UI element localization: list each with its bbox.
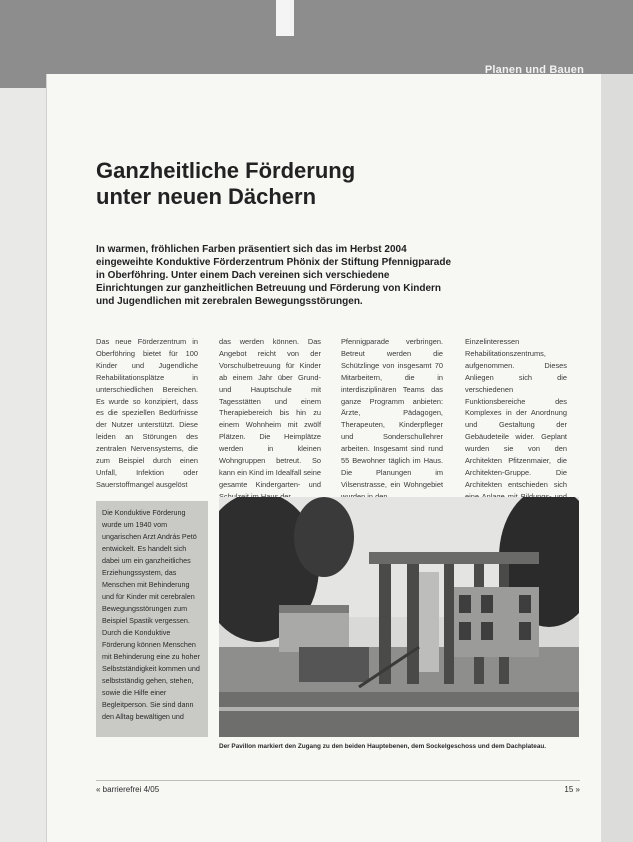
scan-artifact: [276, 0, 294, 36]
page-edge-shadow: [601, 74, 633, 842]
article-lead: In warmen, fröhlichen Farben präsentiert sich das im Herbst 2004 eingeweihte Konduktive Förderzentrum Phönix der Stiftung Pfennigparade in Oberföhring. Unter einem Dach vereinen sich verschiedene Einrichtungen zur ganzheitlichen Betreuung und Förderung von Kindern und Jugendlichen mit zerebralen Bewegungsstörungen.: [96, 244, 452, 307]
building-photo: [219, 497, 579, 737]
photo-caption: Der Pavillon markiert den Zugang zu den beiden Hauptebenen, dem Sockelgeschoss und dem Dachplateau.: [219, 743, 547, 750]
body-column-3: Pfennigparade verbringen. Betreut werden die Schützlinge von insgesamt 70 Mitarbeitern, die in interdisziplinären Teams das ganze Programm anbieten: Ärzte, Pädagogen, Therapeuten, Kinderpfleger und Sonderschullehrer arbeiten. Insgesamt sind rund 55 Bewohner täglich im Haus. Die Planungen im Vilsenstrasse, ein Wohngebiet: [341, 337, 443, 489]
section-label: Planen und Bauen: [484, 64, 584, 76]
body-column-2: das werden können. Das Angebot reicht von der Vorschulbetreuung für Kinder ab einem Jahr über Grund- und Hauptschule mit Tagesstätten und einem Therapiebereich bis hin zu einem Wohnheim mit zwölf Plätzen. Die Heimplätze werden in kleinen Wohngruppen betreut. So kann ein Kind im Idealfall seine gesamte Kindergarten- und: [219, 337, 321, 489]
article-title-line-2: unter neuen Dächern: [96, 184, 317, 209]
footer-page-number: 15 »: [564, 785, 580, 794]
article-title-line-1: Ganzheitliche Förderung: [96, 158, 356, 183]
footer-divider: [96, 780, 580, 781]
body-column-4: Einzelinteressen Rehabilitationszentrums, aufgenommen. Dieses Anliegen sich die verschiedenen Funktionsbereiche des Komplexes in der Anordnung und Gestaltung der Gebäudeteile wider. Geplant wurden sie von den Architekten Pfitzenmaier, die Architekten-Gruppe. Die Architekten entschieden sich: [465, 337, 567, 489]
body-column-1: Das neue Förderzentrum in Oberföhring bietet für 100 Kinder und Jugendliche Rehabilitationsplätze in unterschiedlichen Bereichen. Es wurde so konzipiert, dass es die speziellen Bedürfnisse der Nutzer unterstützt. Diese leiden an Störungen des zentralen Nervensystems, die zum Beispiel durch einen Unfall, Infektion oder Sauerstoffmangel ausgelöst: [96, 337, 198, 489]
building-photo-illustration: [219, 497, 579, 737]
article-title: [96, 158, 355, 210]
footer-publication: « barrierefrei 4/05: [96, 785, 160, 794]
info-box: Die Konduktive Förderung wurde um 1940 vom ungarischen Arzt András Petö entwickelt. Es handelt sich dabei um ein ganzheitliches Erziehungssystem, das Menschen mit Behinderung und für Kinder mit cerebralen Bewegungsstörungen zum Beispiel Spastik vergessen. Durch die Konduktive Förderung können Menschen mit Behinderung eine zu hoher Selbstständigkeit kommen und selbstständig gehen, stehen, sowie die Hilfe einer Begleitperson. Sie sind dann den Alltag bewältigen und: [96, 501, 208, 737]
